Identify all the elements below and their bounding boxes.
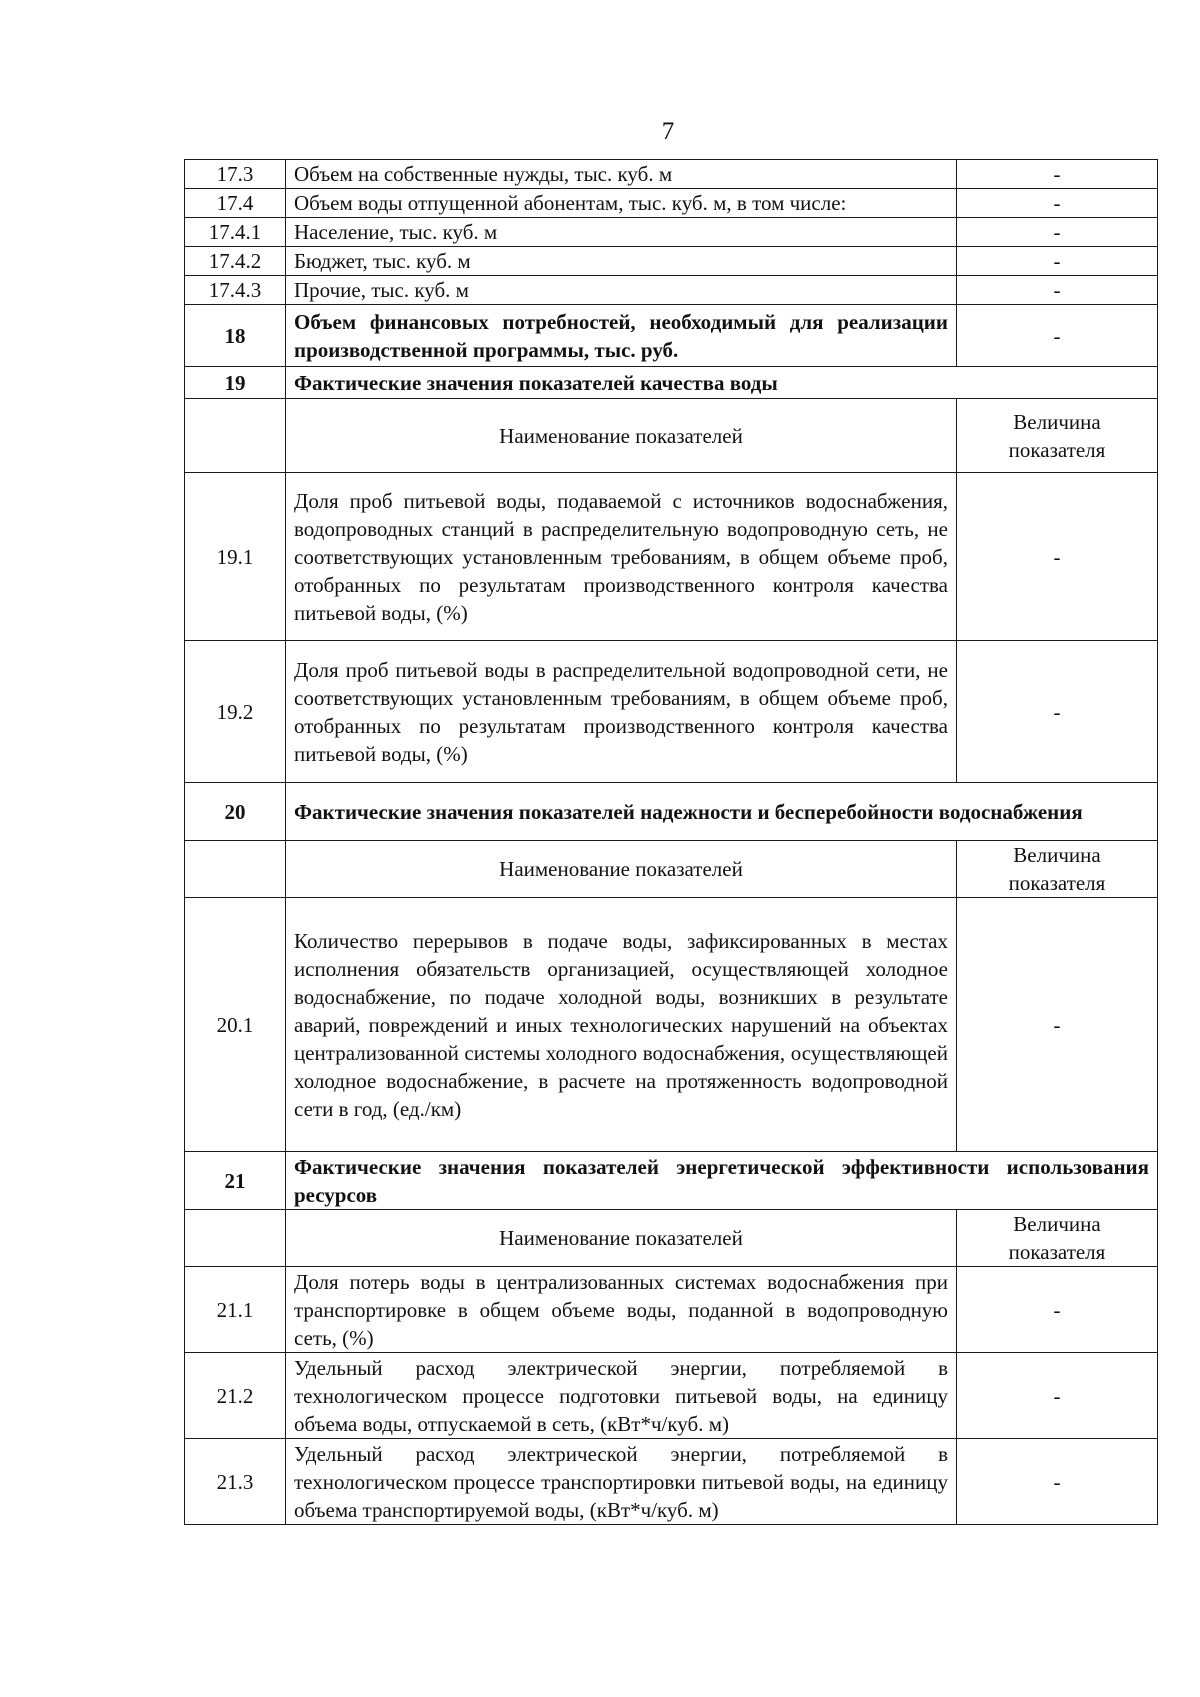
- section-title: Фактические значения показателей энергетической эффективности использования ресурсов: [286, 1152, 1158, 1210]
- table-row: [185, 1353, 1158, 1439]
- header-empty-cell: [185, 399, 286, 473]
- table-row: [185, 898, 1158, 1152]
- table-row: [185, 473, 1158, 641]
- row-number: 17.4: [185, 189, 286, 218]
- section-number: 20: [185, 783, 286, 841]
- table-row: [185, 218, 1158, 247]
- row-text: Доля проб питьевой воды, подаваемой с источников водоснабжения, водопроводных станций в распределительную водопроводную сеть, не соответствующих установленным требованиям, в общем объеме проб, отобранных по результатам производственного контроля качества питьевой воды, (%): [286, 473, 957, 641]
- column-header-value: Величина показателя: [957, 841, 1158, 898]
- header-row: [185, 399, 1158, 473]
- row-number: 21.1: [185, 1267, 286, 1353]
- row-number: 21.3: [185, 1439, 286, 1525]
- row-number: 19.2: [185, 641, 286, 783]
- table-row: [185, 247, 1158, 276]
- row-value: -: [957, 247, 1158, 276]
- row-number: 21.2: [185, 1353, 286, 1439]
- column-header-name: Наименование показателей: [286, 1210, 957, 1267]
- row-number: 17.4.3: [185, 276, 286, 305]
- row-number: 17.4.1: [185, 218, 286, 247]
- table-row: [185, 276, 1158, 305]
- section-title: Объем финансовых потребностей, необходимый для реализации производственной программы, тыс. руб.: [286, 305, 957, 367]
- table-row: [185, 160, 1158, 189]
- row-text: Прочие, тыс. куб. м: [286, 276, 957, 305]
- section-row: [185, 783, 1158, 841]
- column-header-value: Величина показателя: [957, 399, 1158, 473]
- row-value: -: [957, 305, 1158, 367]
- row-value: -: [957, 160, 1158, 189]
- section-title: Фактические значения показателей надежности и бесперебойности водоснабжения: [286, 783, 1158, 841]
- row-number: 19.1: [185, 473, 286, 641]
- row-value: -: [957, 1267, 1158, 1353]
- row-text: Доля проб питьевой воды в распределительной водопроводной сети, не соответствующих установленным требованиям, в общем объеме проб, отобранных по результатам производственного контроля качества питьевой воды, (%): [286, 641, 957, 783]
- section-number: 21: [185, 1152, 286, 1210]
- row-text: Количество перерывов в подаче воды, зафиксированных в местах исполнения обязательств организацией, осуществляющей холодное водоснабжение, по подаче холодной воды, возникших в результате аварий, повреждений и иных технологических нарушений на объектах централизованной системы холодного водоснабжения, осуществляющей холодное водоснабжение, в расчете на протяженность водопроводной сети в год, (ед./км): [286, 898, 957, 1152]
- row-value: -: [957, 641, 1158, 783]
- table-row: [185, 305, 1158, 367]
- column-header-name: Наименование показателей: [286, 841, 957, 898]
- column-header-value: Величина показателя: [957, 1210, 1158, 1267]
- row-number: 17.3: [185, 160, 286, 189]
- section-row: [185, 1152, 1158, 1210]
- section-row: [185, 367, 1158, 399]
- row-text: Удельный расход электрической энергии, потребляемой в технологическом процессе транспортировки питьевой воды, на единицу объема транспортируемой воды, (кВт*ч/куб. м): [286, 1439, 957, 1525]
- row-number: 17.4.2: [185, 247, 286, 276]
- row-text: Население, тыс. куб. м: [286, 218, 957, 247]
- row-value: -: [957, 473, 1158, 641]
- section-number: 19: [185, 367, 286, 399]
- header-row: [185, 1210, 1158, 1267]
- row-text: Бюджет, тыс. куб. м: [286, 247, 957, 276]
- row-value: -: [957, 276, 1158, 305]
- row-value: -: [957, 1353, 1158, 1439]
- row-value: -: [957, 189, 1158, 218]
- table-row: [185, 641, 1158, 783]
- table-row: [185, 189, 1158, 218]
- indicators-table: [184, 159, 1158, 1525]
- row-text: Удельный расход электрической энергии, потребляемой в технологическом процессе подготовки питьевой воды, на единицу объема воды, отпускаемой в сеть, (кВт*ч/куб. м): [286, 1353, 957, 1439]
- row-number: 20.1: [185, 898, 286, 1152]
- page-number: 7: [661, 118, 675, 145]
- column-header-name: Наименование показателей: [286, 399, 957, 473]
- header-row: [185, 841, 1158, 898]
- table-row: [185, 1267, 1158, 1353]
- row-value: -: [957, 1439, 1158, 1525]
- row-text: Доля потерь воды в централизованных системах водоснабжения при транспортировке в общем объеме воды, поданной в водопроводную сеть, (%): [286, 1267, 957, 1353]
- section-title: Фактические значения показателей качества воды: [286, 367, 1158, 399]
- header-empty-cell: [185, 1210, 286, 1267]
- section-number: 18: [185, 305, 286, 367]
- header-empty-cell: [185, 841, 286, 898]
- row-value: -: [957, 218, 1158, 247]
- row-text: Объем воды отпущенной абонентам, тыс. куб. м, в том числе:: [286, 189, 957, 218]
- row-text: Объем на собственные нужды, тыс. куб. м: [286, 160, 957, 189]
- row-value: -: [957, 898, 1158, 1152]
- table-row: [185, 1439, 1158, 1525]
